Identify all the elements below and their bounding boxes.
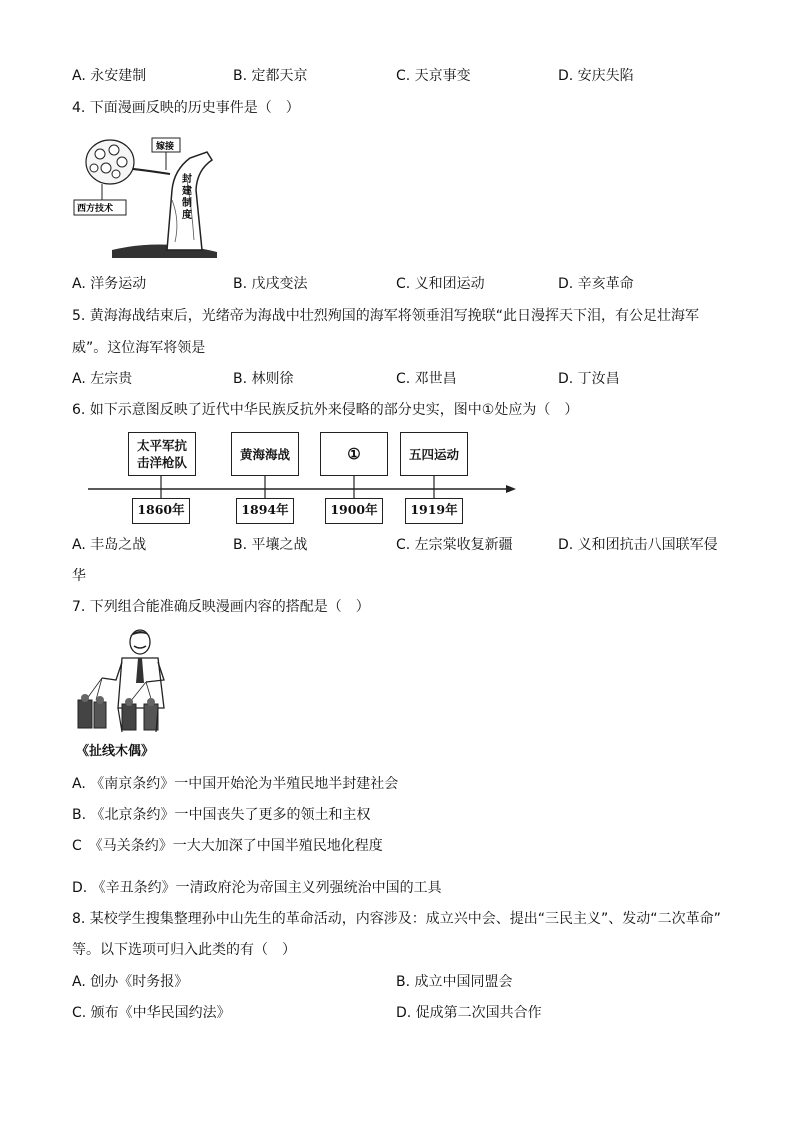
q4-option-b: B. 戊戌变法 <box>233 276 308 292</box>
fruit-4 <box>101 163 111 173</box>
fruit-2 <box>109 145 119 155</box>
timeline-event-2: 黄海海战 <box>231 432 299 476</box>
q7-option-a: A. 《南京条约》一中国开始沦为半殖民地半封建社会 <box>72 776 399 792</box>
tree-label-3: 制 <box>182 198 192 209</box>
timeline-arrow <box>506 485 516 493</box>
puppet-3-head <box>125 698 133 706</box>
q8-option-c: C. 颁布《中华民国约法》 <box>72 1005 231 1021</box>
timeline-event-1: 太平军抗 击洋枪队 <box>128 432 196 476</box>
puppet-2 <box>94 702 106 728</box>
tree-label-2: 建 <box>182 186 192 197</box>
q3-option-a: A. 永安建制 <box>72 68 147 84</box>
fruit-6 <box>112 170 120 178</box>
q3-option-c: C. 天京事变 <box>396 68 471 84</box>
q7-cartoon-puppet <box>72 628 176 740</box>
q4-cartoon-grafting <box>72 130 232 265</box>
q7-option-b: B. 《北京条约》一中国丧失了更多的领土和主权 <box>72 807 371 823</box>
tree-label-1: 封 <box>182 174 192 185</box>
timeline-year-4: 1919年 <box>405 498 463 524</box>
q6-option-a: A. 丰岛之战 <box>72 537 147 553</box>
timeline-event-3: ① <box>320 432 388 476</box>
puppet-4-head <box>147 698 155 706</box>
puppet-2-head <box>96 696 104 704</box>
puppeteer-arm-left <box>102 662 122 680</box>
q3-option-b: B. 定都天京 <box>233 68 308 84</box>
q6-option-d: D. 义和团抗击八国联军侵 <box>558 537 718 553</box>
q8-option-a: A. 创办《时务报》 <box>72 974 189 990</box>
q7-cartoon-caption: 《扯线木偶》 <box>76 744 155 759</box>
q8-option-b: B. 成立中国同盟会 <box>396 974 513 990</box>
q5-option-d: D. 丁汝昌 <box>558 371 620 387</box>
fruit-5 <box>90 164 98 172</box>
q5-option-c: C. 邓世昌 <box>396 371 457 387</box>
puppet-1-head <box>81 694 89 702</box>
q6-option-b: B. 平壤之战 <box>233 537 308 553</box>
q6-option-d-wrap: 华 <box>72 568 86 584</box>
timeline-event-4: 五四运动 <box>400 432 468 476</box>
q3-option-d: D. 安庆失陷 <box>558 68 634 84</box>
q4-stem: 4. 下面漫画反映的历史事件是（ ） <box>72 100 300 116</box>
fruit-3 <box>117 157 127 167</box>
timeline-year-1: 1860年 <box>132 498 190 524</box>
timeline-year-2: 1894年 <box>236 498 294 524</box>
q7-option-d: D. 《辛丑条约》一清政府沦为帝国主义列强统治中国的工具 <box>72 880 442 896</box>
q7-stem: 7. 下列组合能准确反映漫画内容的搭配是（ ） <box>72 599 370 615</box>
q6-timeline <box>84 430 516 525</box>
puppet-1 <box>78 700 92 728</box>
fruit-1 <box>95 149 105 159</box>
graft-label: 嫁接 <box>156 142 175 152</box>
q6-stem: 6. 如下示意图反映了近代中华民族反抗外来侵略的部分史实，图中①处应为（ ） <box>72 402 579 418</box>
q8-option-d: D. 促成第二次国共合作 <box>396 1005 542 1021</box>
q4-option-a: A. 洋务运动 <box>72 276 147 292</box>
q8-stem-line2: 等。以下选项可归入此类的有（ ） <box>72 942 296 958</box>
q7-option-c: C 《马关条约》一大大加深了中国半殖民地化程度 <box>72 838 383 854</box>
q5-option-b: B. 林则徐 <box>233 371 294 387</box>
tree-label-4: 度 <box>182 210 192 221</box>
q4-option-d: D. 辛亥革命 <box>558 276 634 292</box>
q6-option-c: C. 左宗棠收复新疆 <box>396 537 513 553</box>
timeline-year-3: 1900年 <box>325 498 383 524</box>
q8-stem-line1: 8. 某校学生搜集整理孙中山先生的革命活动，内容涉及：成立兴中会、提出“三民主义”、发动“二次革命” <box>72 911 721 927</box>
q5-stem-line1: 5. 黄海海战结束后，光绪帝为海战中壮烈殉国的海军将领垂泪写挽联“此日漫挥天下泪，有公足壮海军 <box>72 308 700 324</box>
q4-option-c: C. 义和团运动 <box>396 276 485 292</box>
west-label: 西方技术 <box>77 204 114 214</box>
q5-stem-line2: 威”。这位海军将领是 <box>72 340 206 356</box>
puppet-3 <box>122 704 136 730</box>
q5-option-a: A. 左宗贵 <box>72 371 133 387</box>
